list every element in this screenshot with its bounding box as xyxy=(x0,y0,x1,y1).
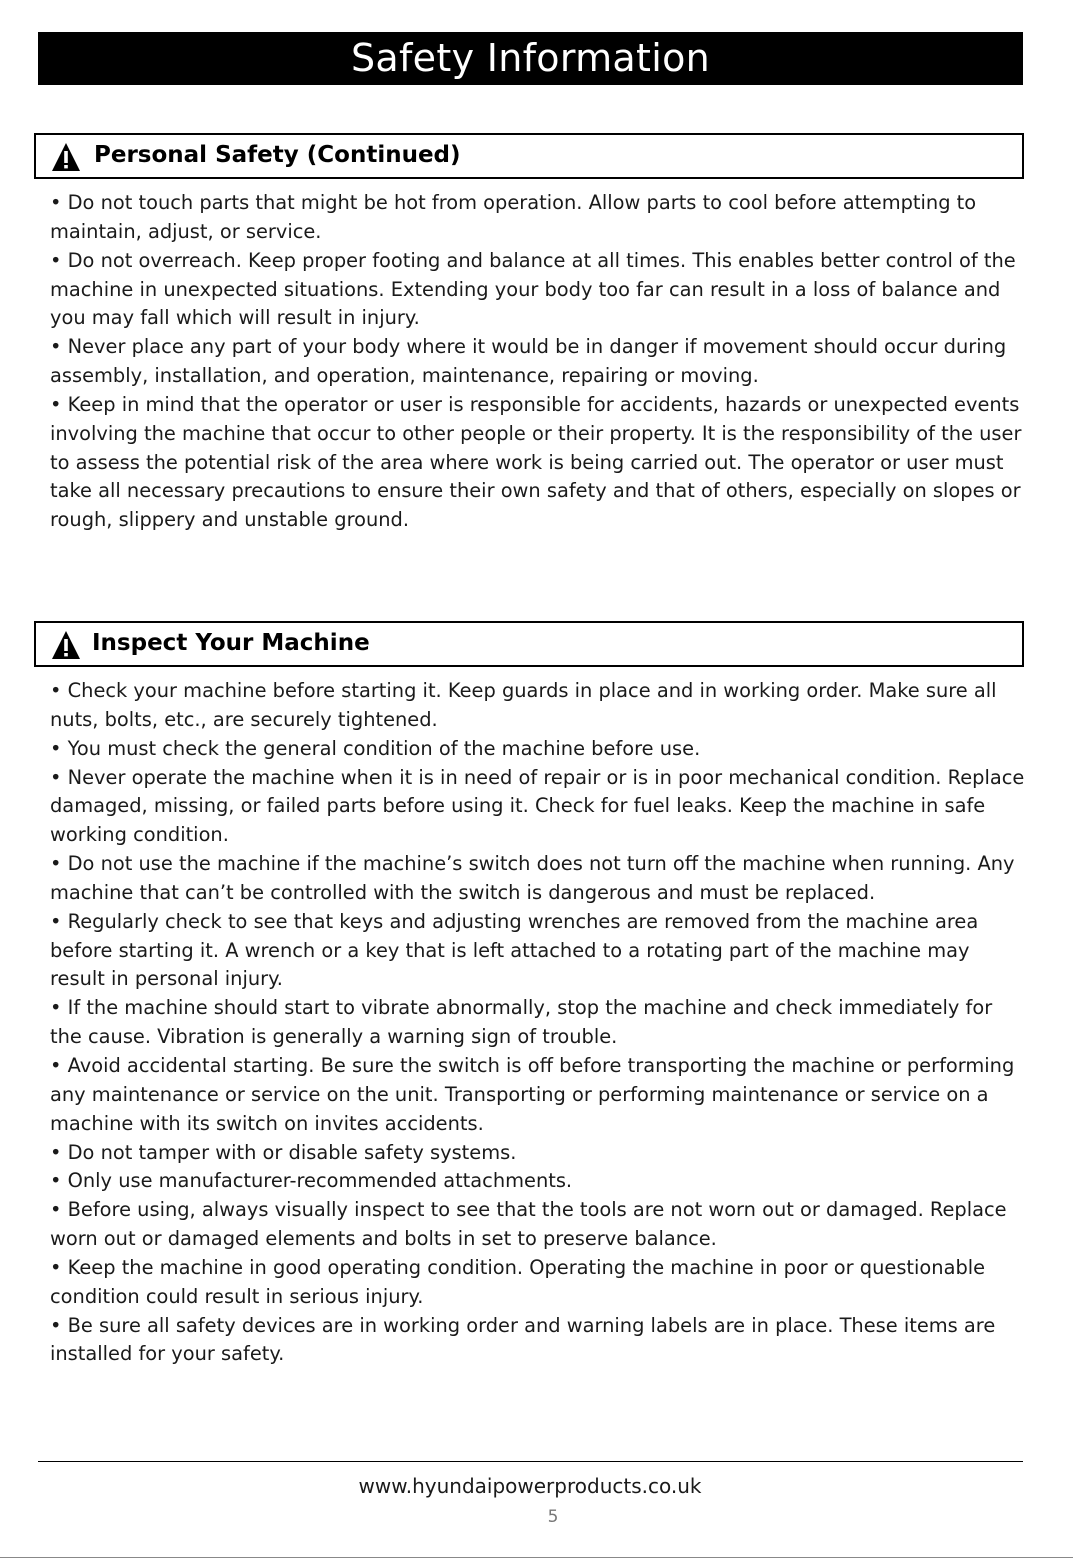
page-title: Safety Information xyxy=(38,32,1023,85)
list-item: • Never operate the machine when it is in need of repair or is in poor mechanical condition. Replace damaged, missing, or failed parts before using it. Check for fuel leaks. Keep the machine in safe working condition. xyxy=(50,765,1025,847)
list-item: • Never place any part of your body where it would be in danger if movement should occur during assembly, installation, and operation, maintenance, repairing or moving. xyxy=(50,335,1007,388)
list-item: • Keep in mind that the operator or user is responsible for accidents, hazards or unexpected events involving the machine that occur to other people or their property. It is the responsibility of the user to assess the potential risk of the area where work is being carried out. The operator or user must take all necessary precautions to ensure their own safety and that of others, especially on slopes or rough, slippery and unstable ground. xyxy=(50,392,1022,532)
list-item: • Be sure all safety devices are in working order and warning labels are in place. These items are installed for your safety. xyxy=(50,1313,996,1366)
section-title: Personal Safety (Continued) xyxy=(94,142,461,168)
list-item: • Do not tamper with or disable safety systems. xyxy=(50,1140,517,1164)
list-item: • Do not touch parts that might be hot from operation. Allow parts to cool before attempting to maintain, adjust, or service. xyxy=(50,191,977,243)
personal-safety-list xyxy=(50,189,1025,535)
list-item: • Before using, always visually inspect to see that the tools are not worn out or damaged. Replace worn out or damaged elements and bolts in set to preserve balance. xyxy=(50,1198,1007,1251)
list-item: • Regularly check to see that keys and adjusting wrenches are removed from the machine area before starting it. A wrench or a key that is left attached to a rotating part of the machine may result in personal injury. xyxy=(50,909,979,991)
list-item: • Keep the machine in good operating condition. Operating the machine in poor or questionable condition could result in serious injury. xyxy=(50,1255,986,1308)
section-title: Inspect Your Machine xyxy=(92,630,370,656)
section-header-inspect-machine xyxy=(34,621,1024,667)
list-item: • Check your machine before starting it. Keep guards in place and in working order. Make sure all nuts, bolts, etc., are securely tightened. xyxy=(50,679,997,731)
list-item: • Do not overreach. Keep proper footing and balance at all times. This enables better control of the machine in unexpected situations. Extending your body too far can result in a loss of balance and you may fall which will result in injury. xyxy=(50,248,1016,330)
list-item: • Avoid accidental starting. Be sure the switch is off before transporting the machine or performing any maintenance or service on the unit. Transporting or performing maintenance or service on a machine with its switch on invites accidents. xyxy=(50,1053,1015,1135)
footer-divider xyxy=(38,1461,1023,1462)
list-item: • You must check the general condition of the machine before use. xyxy=(50,736,701,760)
footer-url: www.hyundaipowerproducts.co.uk xyxy=(358,1474,702,1498)
page-number: 5 xyxy=(547,1507,559,1527)
warning-triangle-icon xyxy=(42,630,88,660)
warning-triangle-icon xyxy=(42,142,88,172)
list-item: • If the machine should start to vibrate abnormally, stop the machine and check immediately for the cause. Vibration is generally a warning sign of trouble. xyxy=(50,996,993,1049)
list-item: • Do not use the machine if the machine’s switch does not turn off the machine when running. Any machine that can’t be controlled with the switch is dangerous and must be replaced. xyxy=(50,852,1015,904)
bottom-divider xyxy=(0,1557,1073,1558)
inspect-machine-list xyxy=(50,677,1025,1369)
list-item: • Only use manufacturer-recommended attachments. xyxy=(50,1169,573,1193)
section-header-personal-safety xyxy=(34,133,1024,179)
